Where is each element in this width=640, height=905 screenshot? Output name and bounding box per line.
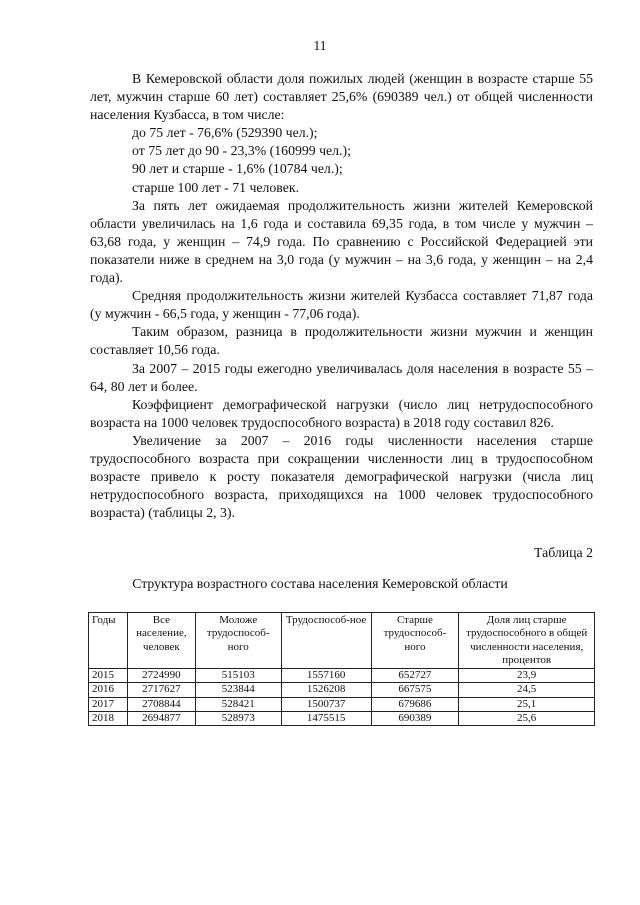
cell-total: 2708844 xyxy=(127,697,195,711)
cell-over: 667575 xyxy=(371,683,459,697)
cell-working: 1557160 xyxy=(281,669,371,683)
table-row xyxy=(89,683,595,697)
header-total-population: Все население, человек xyxy=(127,613,195,669)
list-item: старше 100 лет - 71 человек. xyxy=(132,179,300,195)
cell-over: 679686 xyxy=(371,697,459,711)
table-title: Структура возрастного состава населения Кемеровской области xyxy=(132,576,508,591)
age-structure-table xyxy=(88,612,595,726)
cell-working: 1475515 xyxy=(281,712,371,726)
header-under-working-age: Моложе трудоспособ-ного xyxy=(195,613,281,669)
paragraph-elderly-share: В Кемеровской области доля пожилых людей (женщин в возрасте старше 55 лет, мужчин старше 60 лет) составляет 25,6% (690389 чел.) от общей численности населения Кузбасса, в том числе: xyxy=(90,71,593,123)
cell-year: 2016 xyxy=(89,683,128,697)
table-header-row xyxy=(89,613,595,669)
cell-year: 2015 xyxy=(89,669,128,683)
paragraph-life-expectancy: За пять лет ожидаемая продолжительность жизни жителей Кемеровской области увеличилась на 1,6 года и составила 69,35 года, в том числе у мужчин – 63,68 года, у женщин – 74,9 года. По сравнению с Российской Федерацией эти показатели ниже в среднем на 3,0 года (у мужчин – на 3,6 года, у женщин – на 2,4 года). xyxy=(90,197,593,286)
cell-under: 523844 xyxy=(195,683,281,697)
cell-share: 25,1 xyxy=(459,697,595,711)
cell-total: 2724990 xyxy=(127,669,195,683)
cell-total: 2717627 xyxy=(127,683,195,697)
cell-working: 1500737 xyxy=(281,697,371,711)
paragraph-age-growth: За 2007 – 2015 годы ежегодно увеличивалась доля населения в возрасте 55 – 64, 80 лет и более. xyxy=(90,360,593,394)
cell-under: 528973 xyxy=(195,712,281,726)
list-item: 90 лет и старше - 1,6% (10784 чел.); xyxy=(132,161,343,177)
document-body xyxy=(90,70,593,522)
header-elderly-share: Доля лиц старше трудоспособного в общей численности населения, процентов xyxy=(459,613,595,669)
header-years: Годы xyxy=(89,613,128,669)
paragraph-dependency-growth: Увеличение за 2007 – 2016 годы численности населения старше трудоспособного возраста при сокращении численности лиц в трудоспособном возрасте привело к росту показателя демографической нагрузки (числа лиц нетрудоспособного возраста, приходящихся на 1000 человек трудоспособного возраста) (таблицы 2, 3). xyxy=(90,432,593,521)
cell-under: 515103 xyxy=(195,669,281,683)
table-row xyxy=(89,669,595,683)
cell-total: 2694877 xyxy=(127,712,195,726)
paragraph-average-life: Средняя продолжительность жизни жителей Кузбасса составляет 71,87 года (у мужчин - 66,5 года, у женщин - 77,06 года). xyxy=(90,288,593,322)
table-row xyxy=(89,712,595,726)
list-item: до 75 лет - 76,6% (529390 чел.); xyxy=(132,125,318,141)
cell-over: 690389 xyxy=(371,712,459,726)
page-number: 11 xyxy=(313,38,327,53)
table-caption: Таблица 2 xyxy=(533,545,593,560)
paragraph-dependency-ratio: Коэффициент демографической нагрузки (число лиц нетрудоспособного возраста на 1000 человек трудоспособного возраста) в 2018 году составил 826. xyxy=(90,396,593,430)
cell-over: 652727 xyxy=(371,669,459,683)
cell-year: 2017 xyxy=(89,697,128,711)
cell-share: 25,6 xyxy=(459,712,595,726)
paragraph-gender-gap: Таким образом, разница в продолжительности жизни мужчин и женщин составляет 10,56 года. xyxy=(90,324,593,358)
header-over-working-age: Старше трудоспособ-ного xyxy=(371,613,459,669)
list-item: от 75 лет до 90 - 23,3% (160999 чел.); xyxy=(132,143,351,159)
cell-working: 1526208 xyxy=(281,683,371,697)
cell-year: 2018 xyxy=(89,712,128,726)
cell-share: 23,9 xyxy=(459,669,595,683)
table-row xyxy=(89,697,595,711)
cell-under: 528421 xyxy=(195,697,281,711)
header-working-age: Трудоспособ-ное xyxy=(281,613,371,669)
cell-share: 24,5 xyxy=(459,683,595,697)
